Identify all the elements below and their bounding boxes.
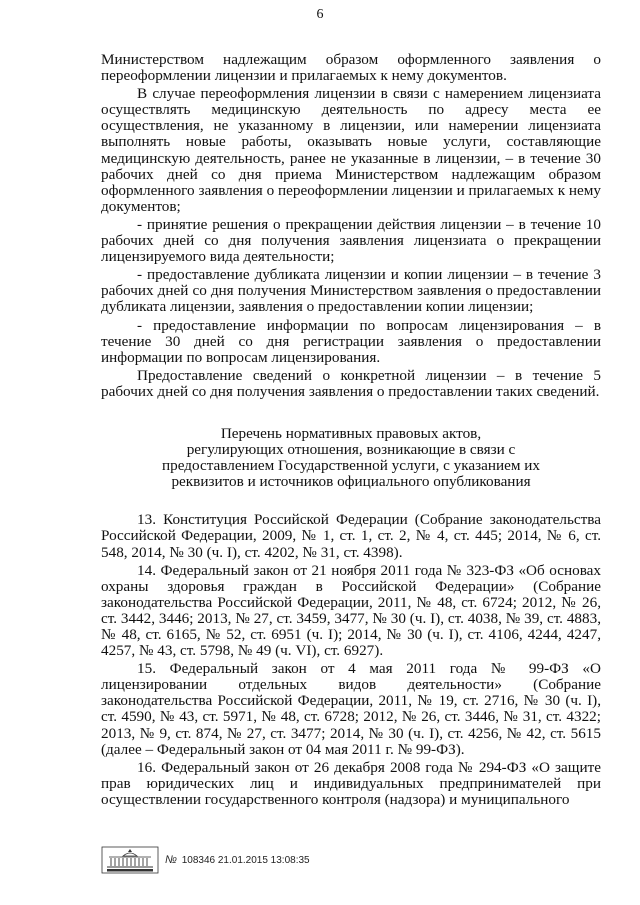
paragraph: Предоставление сведений о конкретной лицензии – в течение 5 рабочих дней со дня получения заявления о предоставлении таких сведений. xyxy=(101,366,601,400)
list-item: - предоставление дубликата лицензии и копии лицензии – в течение 3 рабочих дней со дня получения Министерством заявления о предоставлении дубликата лицензии, заявления о предоставлении копии лицензии; xyxy=(101,266,601,316)
stamp-info xyxy=(165,854,310,866)
number-sign: № xyxy=(165,854,177,866)
registration-stamp xyxy=(101,845,310,875)
list-item: - принятие решения о прекращении действия лицензии – в течение 10 рабочих дней со дня получения заявления лицензиата о прекращении лицензируемого вида деятельности; xyxy=(101,215,601,266)
heading-line: регулирующих отношения, возникающие в связи с xyxy=(186,441,516,459)
stamp-timestamp: 21.01.2015 13:08:35 xyxy=(217,855,310,866)
numbered-paragraph: 14. Федеральный закон от 21 ноября 2011 года № 323-ФЗ «Об основах охраны здоровья граждан в Российской Федерации» (Собрание законодательства Российской Федерации, 2011, № 48, ст. 6724; 2012, № 26, ст. 3442, 3446; 2013, № 27, ст. 3459, 3477, № 30 (ч. I), ст. 4038, № 39, ст. 4883, № 48, ст. 6165, № 52, ст. 6951 (ч. I); 2014, № 30 (ч. I), ст. 4106, 4244, 4247, 4257, № 43, ст. 5798, № 49 (ч. VI), ст. 6927). xyxy=(101,561,601,660)
heading-line: Перечень нормативных правовых актов, xyxy=(220,424,482,442)
page-number: 6 xyxy=(316,7,324,22)
list-item: - предоставление информации по вопросам лицензирования – в течение 30 дней со дня регистрации заявления о предоставлении информации по вопросам лицензирования. xyxy=(101,316,601,366)
section-heading xyxy=(101,426,601,490)
numbered-paragraph: 15. Федеральный закон от 4 мая 2011 года № 99-ФЗ «О лицензировании отдельных видов деятельности» (Собрание законодательства Российской Федерации, 2011, № 19, ст. 2716, № 30 (ч. I), ст. 4590, № 43, ст. 5971, № 48, ст. 6728; 2012, № 26, ст. 3446, № 31, ст. 4322; 2013, № 9, ст. 874, № 27, ст. 3477; 2014, № 30 (ч. I), ст. 4256, № 42, ст. 5615 (далее – Федеральный закон от 04 мая 2011 г. № 99-ФЗ). xyxy=(101,660,601,758)
government-building-stamp-icon xyxy=(101,846,159,874)
document-body xyxy=(101,52,601,808)
document-number: 108346 xyxy=(181,855,216,866)
paragraph: В случае переоформления лицензии в связи с намерением лицензиата осуществлять медицинскую деятельность по адресу места ее осуществления, не указанному в лицензии, или намерении лицензиата выполнять новые работы, оказывать новые услуги, составляющие медицинскую деятельность, ранее не указанные в лицензии, – в течение 30 рабочих дней со дня приема Министерством надлежащим образом оформленного заявления о переоформлении лицензии и прилагаемых к нему документов; xyxy=(101,85,601,215)
heading-line: предоставлением Государственной услуги, с указанием их xyxy=(162,457,540,475)
numbered-paragraph: 13. Конституция Российской Федерации (Собрание законодательства Российской Федерации, 2009, № 1, ст. 1, ст. 2, № 4, ст. 445; 2014, № 6, ст. 548, 2014, № 30 (ч. I), ст. 4202, № 31, ст. 4398). xyxy=(101,511,601,561)
numbered-paragraph: 16. Федеральный закон от 26 декабря 2008 года № 294-ФЗ «О защите прав юридических лиц и индивидуальных предпринимателей при осуществлении государственного контроля (надзора) и муниципального xyxy=(101,758,601,808)
paragraph: Министерством надлежащим образом оформленного заявления о переоформлении лицензии и прилагаемых к нему документов. xyxy=(101,51,601,85)
heading-line: реквизитов и источников официального опубликования xyxy=(171,473,531,491)
